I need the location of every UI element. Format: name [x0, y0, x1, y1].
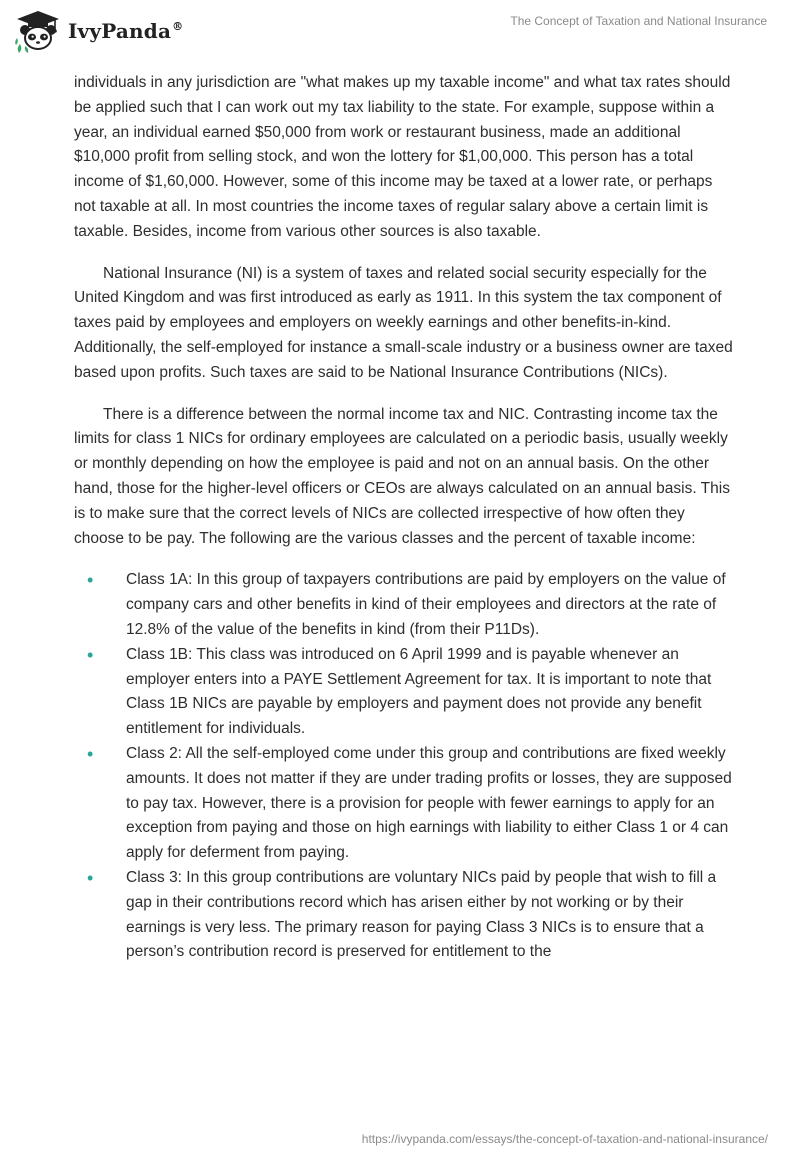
- brand-name: IvyPanda: [68, 19, 172, 43]
- list-item: [74, 742, 734, 866]
- list-item-text: Class 3: In this group contributions are voluntary NICs paid by people that wish to fill a gap in their contributions record which has arisen either by not working or by their earnings is very less. The primary reason for paying Class 3 NICs is to ensure that a person’s contribution record is preserved for entitlement to the: [126, 868, 717, 961]
- nic-classes-list: [74, 568, 734, 965]
- list-item: [74, 643, 734, 742]
- logo-wordmark: [68, 19, 183, 43]
- list-item-text: Class 1B: This class was introduced on 6 April 1999 and is payable whenever an employer enters into a PAYE Settlement Agreement for tax. It is important to note that Class 1B NICs are payable by employers and payment does not provide any benefit entitlement for individuals.: [126, 645, 712, 738]
- list-item: [74, 866, 734, 965]
- bullet-icon: •: [87, 570, 94, 591]
- paragraph: There is a difference between the normal income tax and NIC. Contrasting income tax the limits for class 1 NICs for ordinary employees are calculated on a periodic basis, usually weekly or monthly depending on how the employee is paid and not on an annual basis. On the other hand, those for the higher-level officers or CEOs are always calculated on an annual basis. This is to make sure that the correct levels of NICs are collected irrespective of how often they choose to be pay. The following are the various classes and the percent of taxable income:: [74, 405, 730, 547]
- list-item-text: Class 2: All the self-employed come under this group and contributions are fixed weekly amounts. It does not matter if they are under trading profits or losses, they are supposed to pay tax. However, there is a provision for people with fewer earnings to apply for an exception from paying and those on high earnings with liability to either Class 1 or 4 can apply for deferment from paying.: [126, 744, 732, 862]
- panda-graduate-icon: [14, 8, 62, 54]
- bullet-icon: •: [87, 644, 94, 665]
- page-header: [0, 0, 800, 64]
- paragraph: individuals in any jurisdiction are "what makes up my taxable income" and what tax rates should be applied such that I can work out my tax liability to the state. For example, suppose within a year, an individual earned $50,000 from work or restaurant business, made an additional $10,000 profit from selling stock, and won the lottery for $1,00,000. This person has a total income of $1,60,000. However, some of this income may be taxed at a lower rate, or perhaps not taxable at all. In most countries the income taxes of regular salary above a certain limit is taxable. Besides, income from various other sources is also taxable.: [74, 74, 731, 240]
- list-item-text: Class 1A: In this group of taxpayers contributions are paid by employers on the value of company cars and other benefits in kind of their employees and directors at the rate of 12.8% of the value of the benefits in kind (from their P11Ds).: [126, 571, 726, 638]
- ivypanda-logo[interactable]: [14, 8, 183, 54]
- bullet-icon: •: [87, 743, 94, 764]
- paragraph: National Insurance (NI) is a system of taxes and related social security especially for the United Kingdom and was first introduced as early as 1911. In this system the tax component of taxes paid by employees and employers on weekly earnings and other benefits-in-kind. Additionally, the self-employed for instance a small-scale industry or a business owner are taxed based upon profits. Such taxes are said to be National Insurance Contributions (NICs).: [74, 264, 733, 381]
- essay-body: [74, 71, 734, 965]
- list-item: [74, 568, 734, 642]
- document-title: The Concept of Taxation and National Insurance: [510, 14, 767, 28]
- source-url-link[interactable]: https://ivypanda.com/essays/the-concept-of-taxation-and-national-insurance/: [361, 1132, 768, 1146]
- bullet-icon: •: [87, 867, 94, 888]
- registered-mark: ®: [172, 20, 184, 34]
